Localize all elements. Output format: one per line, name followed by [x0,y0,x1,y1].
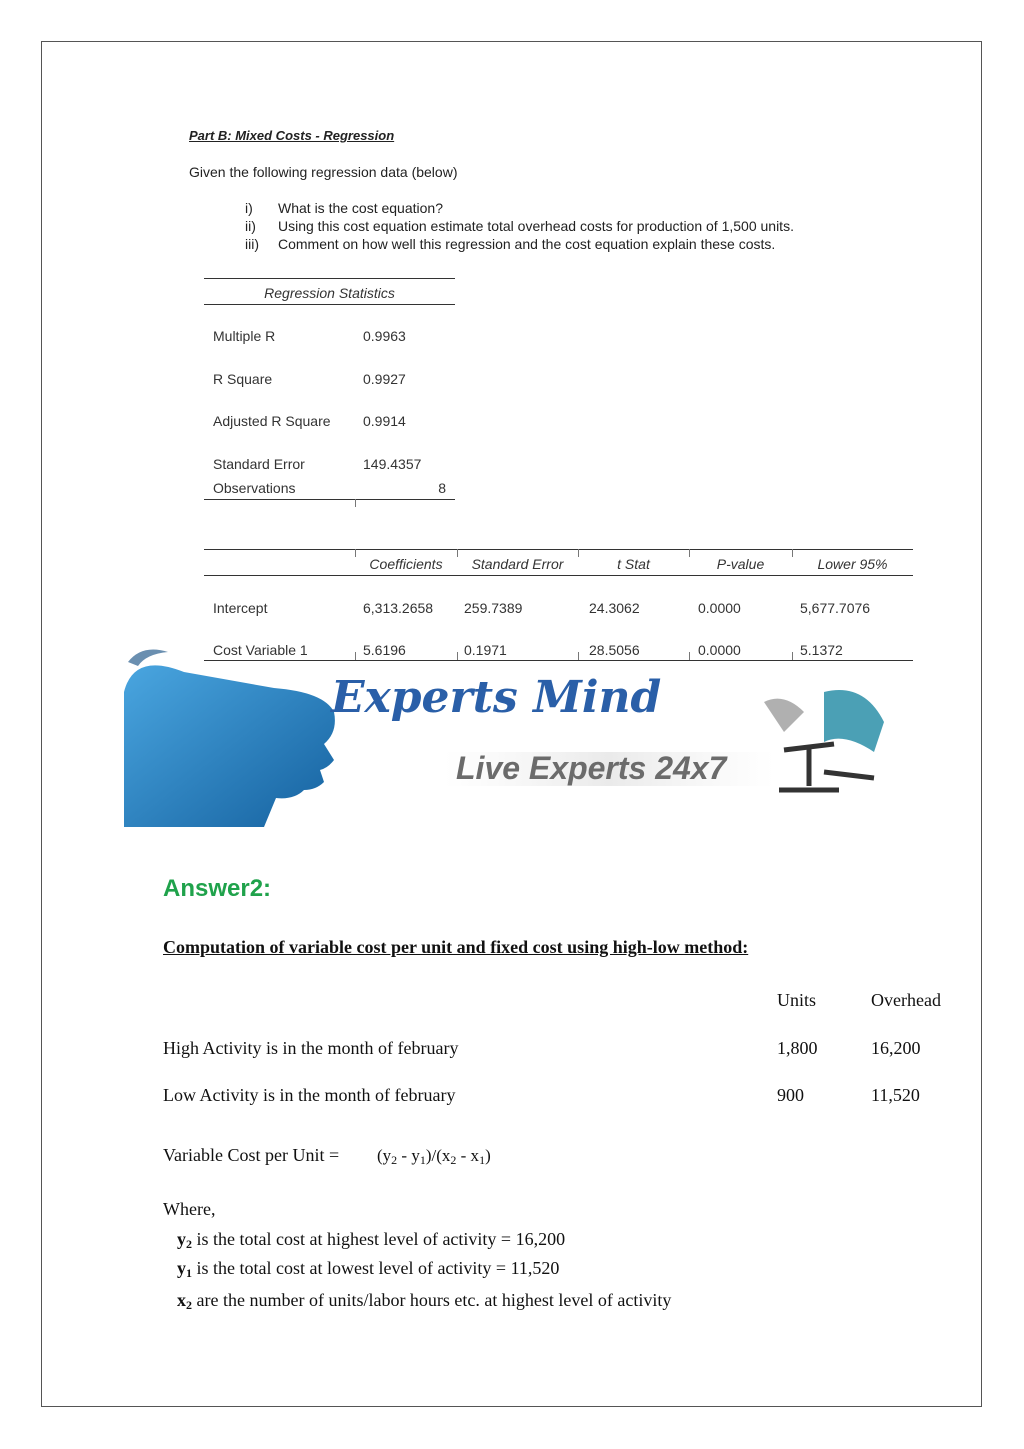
column-header: Coefficients [369,556,443,572]
table-tick [355,499,356,507]
table-cell: 5,677.7076 [800,600,871,616]
question-text: Comment on how well this regression and the cost equation explain these costs. [278,236,776,252]
stat-value: 0.9927 [363,371,406,387]
question-number: iii) [245,236,259,252]
table-rule [204,304,455,305]
office-chair-icon [779,744,874,790]
part-b-title: Part B: Mixed Costs - Regression [189,128,395,143]
intro-text: Given the following regression data (below) [189,164,458,180]
experts-mind-logo [124,622,900,827]
table-rule [204,499,455,500]
stat-label: R Square [213,371,273,387]
column-header: Lower 95% [817,556,888,572]
table-rule [204,575,913,576]
swirl-icon [128,650,168,666]
regression-statistics-header: Regression Statistics [264,285,395,301]
column-header-overhead: Overhead [871,990,941,1010]
column-header-units: Units [777,990,817,1010]
column-header: Standard Error [471,556,564,572]
definition-line [177,1229,565,1252]
definition-symbol: y [177,1229,186,1249]
formula-label: Variable Cost per Unit = [163,1145,340,1165]
stat-label: Observations [213,480,296,496]
table-cell: 0.0000 [698,642,741,658]
column-header: P-value [716,556,765,572]
computation-title: Computation of variable cost per unit and fixed cost using high-low method: [163,937,749,957]
table-cell: 24.3062 [589,600,640,616]
low-activity-units: 900 [777,1085,804,1105]
definition-symbol: y [177,1258,186,1278]
low-activity-overhead: 11,520 [871,1085,920,1105]
stat-value: 149.4357 [363,456,422,472]
answer-title: Answer2: [163,875,272,902]
brand-name: Experts Mind [331,672,662,723]
high-activity-label: High Activity is in the month of february [163,1038,459,1058]
definition-line [177,1258,559,1281]
question-number: ii) [245,218,256,234]
definition-line [177,1290,671,1313]
question-text: Using this cost equation estimate total overhead costs for production of 1,500 units. [278,218,794,234]
stat-label: Standard Error [213,456,305,472]
stat-value: 0.9914 [363,413,406,429]
table-cell: 28.5056 [589,642,640,658]
where-label: Where, [163,1199,216,1219]
definition-symbol: x [177,1290,186,1310]
table-cell: 5.6196 [363,642,406,658]
high-activity-overhead: 16,200 [871,1038,921,1058]
column-header: t Stat [617,556,650,572]
table-rule [204,549,913,550]
stat-label: Multiple R [213,328,276,344]
row-label: Intercept [213,600,268,616]
stat-label: Adjusted R Square [213,413,331,429]
table-cell: 259.7389 [464,600,523,616]
table-cell: 0.0000 [698,600,741,616]
definition-text: is the total cost at highest level of activity = 16,200 [192,1229,566,1249]
table-cell: 0.1971 [464,642,507,658]
definition-subscript: 2 [186,1298,192,1312]
table-cell: 6,313.2658 [363,600,434,616]
table-cell: 5.1372 [800,642,843,658]
low-activity-label: Low Activity is in the month of february [163,1085,456,1105]
stat-value: 0.9963 [363,328,406,344]
variable-cost-formula: $(y_2 - y_1)/(x_2 - x_1)$ [377,1146,491,1167]
definition-subscript: 2 [186,1237,192,1251]
table-rule [204,278,455,279]
definition-text: are the number of units/labor hours etc. at highest level of activity [192,1290,672,1310]
high-activity-units: 1,800 [777,1038,818,1058]
logo-graphic [124,622,900,827]
row-label: Cost Variable 1 [213,642,308,658]
head-silhouette-icon [124,665,335,827]
definition-text: is the total cost at lowest level of activity = 11,520 [192,1258,560,1278]
question-number: i) [245,200,253,216]
stat-value: 8 [438,480,446,496]
question-text: What is the cost equation? [278,200,443,216]
brand-tagline: Live Experts 24x7 [456,750,727,786]
definition-subscript: 1 [186,1266,192,1280]
